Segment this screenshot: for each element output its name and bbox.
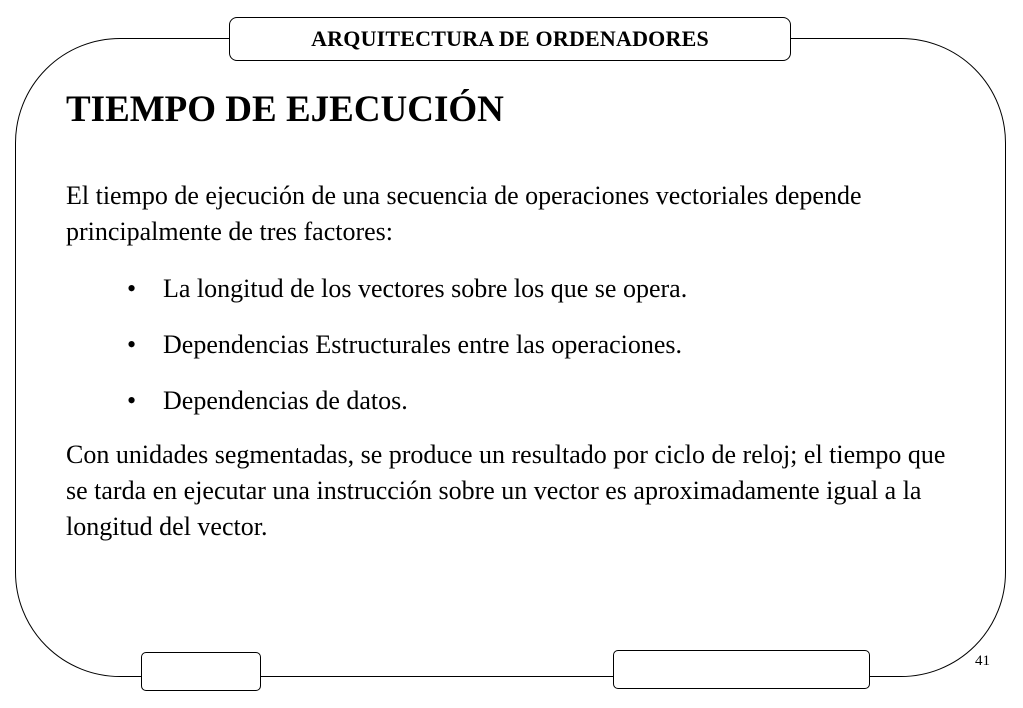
bullet-icon: • [127, 386, 137, 415]
list-item [66, 383, 966, 419]
factor-text: Dependencias Estructurales entre las operaciones. [163, 330, 683, 359]
course-header [229, 17, 791, 61]
list-item [66, 271, 966, 307]
bullet-icon: • [127, 330, 137, 359]
footer-right-box [613, 650, 870, 689]
conclusion-paragraph: Con unidades segmentadas, se produce un resultado por ciclo de reloj; el tiempo que se tarda en ejecutar una instrucción sobre un vector es aproximadamente igual a la longitud del vector. [66, 440, 946, 541]
footer-left-box [141, 652, 261, 691]
factor-text: Dependencias de datos. [163, 386, 408, 415]
factor-list [66, 271, 966, 419]
slide-body [66, 178, 966, 545]
course-title: ARQUITECTURA DE ORDENADORES [311, 26, 709, 51]
page-number: 41 [975, 653, 990, 669]
intro-paragraph: El tiempo de ejecución de una secuencia de operaciones vectoriales depende principalmente de tres factores: [66, 181, 862, 246]
slide-title: TIEMPO DE EJECUCIÓN [66, 89, 504, 130]
factor-text: La longitud de los vectores sobre los que se opera. [163, 274, 688, 303]
list-item [66, 327, 966, 363]
bullet-icon: • [127, 274, 137, 303]
